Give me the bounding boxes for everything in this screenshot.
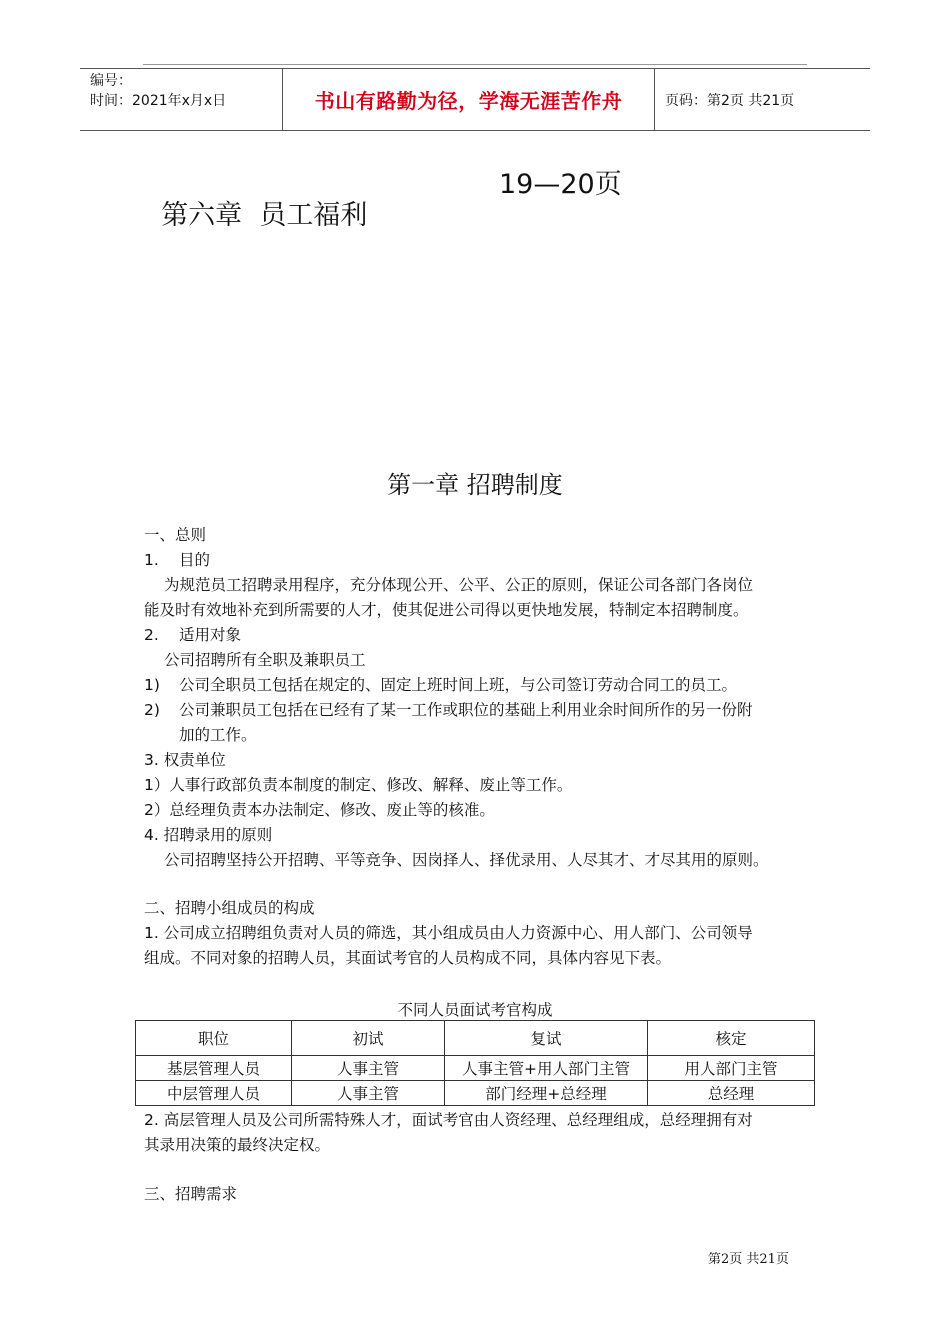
- table-row: [136, 1081, 815, 1106]
- item-number: 2): [144, 701, 160, 719]
- subsection-title: 适用对象: [179, 626, 242, 644]
- table-header-cell: 初试: [292, 1021, 445, 1056]
- section-recruit-team: [144, 896, 804, 971]
- table-cell: 部门经理+总经理: [445, 1081, 648, 1106]
- interviewer-table: [135, 1020, 815, 1106]
- section-heading: 二、招聘小组成员的构成: [144, 899, 315, 917]
- number-label: 编号：: [90, 73, 132, 89]
- toc-chapter6-title: 第六章 员工福利: [161, 200, 368, 231]
- subsection-heading: 3. 权责单位: [144, 751, 226, 769]
- table-cell: 人事主管: [292, 1081, 445, 1106]
- subsection-heading: 4. 招聘录用的原则: [144, 826, 273, 844]
- list-item-continuation: 加的工作。: [179, 726, 257, 744]
- table-header-cell: 核定: [648, 1021, 815, 1056]
- item-number: 1.: [144, 551, 159, 569]
- toc-entry-chapter6: [144, 162, 622, 263]
- subsection-purpose: [144, 548, 804, 573]
- table-row: [136, 1056, 815, 1081]
- table-cell: 人事主管+用人部门主管: [445, 1056, 648, 1081]
- item-number: 1): [144, 676, 160, 694]
- paragraph-line: 能及时有效地补充到所需要的人才，使其促进公司得以更快地发展，特制定本招聘制度。: [144, 601, 749, 619]
- list-item: [144, 673, 804, 698]
- subsection-scope: [144, 623, 804, 648]
- table-cell: 用人部门主管: [648, 1056, 815, 1081]
- list-item: 2）总经理负责本办法制定、修改、废止等的核准。: [144, 801, 495, 819]
- table-caption: 不同人员面试考官构成: [397, 1001, 553, 1019]
- paragraph-line: 为规范员工招聘录用程序，充分体现公开、公平、公正的原则，保证公司各部门各岗位: [164, 576, 754, 594]
- chapter-title: 第一章 招聘制度: [387, 471, 563, 499]
- table-cell: 总经理: [648, 1081, 815, 1106]
- paragraph-line: 其录用决策的最终决定权。: [144, 1136, 331, 1154]
- page-header: [80, 68, 870, 131]
- table-cell: 基层管理人员: [136, 1056, 292, 1081]
- table-cell: 中层管理人员: [136, 1081, 292, 1106]
- section-heading: 三、招聘需求: [144, 1185, 238, 1203]
- header-top-rule: [143, 64, 807, 65]
- list-item: 1）人事行政部负责本制度的制定、修改、解释、废止等工作。: [144, 776, 573, 794]
- toc-chapter6-pages: 19—20页: [499, 169, 622, 200]
- paragraph-line: 公司招聘坚持公开招聘、平等竞争、因岗择人、择优录用、人尽其才、才尽其用的原则。: [164, 851, 769, 869]
- header-meta: [80, 69, 282, 130]
- section-recruit-demand: [144, 1182, 804, 1207]
- list-item-text: 公司全职员工包括在规定的、固定上班时间上班，与公司签订劳动合同工的员工。: [179, 676, 738, 694]
- time-label: 时间：2021年x月x日: [90, 93, 227, 109]
- page-footer: 第2页 共21页: [708, 1252, 789, 1267]
- paragraph-line: 2. 高层管理人员及公司所需特殊人才，面试考官由人资经理、总经理组成，总经理拥有对: [144, 1111, 753, 1129]
- paragraph-line: 组成。不同对象的招聘人员，其面试考官的人员构成不同，具体内容见下表。: [144, 949, 672, 967]
- section-senior-interview: [144, 1108, 804, 1158]
- table-header-cell: 复试: [445, 1021, 648, 1056]
- header-page-label: 页码：第2页 共21页: [665, 92, 795, 109]
- table-header-cell: 职位: [136, 1021, 292, 1056]
- table-cell: 人事主管: [292, 1056, 445, 1081]
- list-item-text: 公司兼职员工包括在已经有了某一工作或职位的基础上利用业余时间所作的另一份附: [179, 701, 753, 719]
- paragraph-line: 1. 公司成立招聘组负责对人员的筛选，其小组成员由人力资源中心、用人部门、公司领导: [144, 924, 753, 942]
- section-general: [144, 523, 804, 873]
- table-header-row: [136, 1021, 815, 1056]
- paragraph-line: 公司招聘所有全职及兼职员工: [164, 651, 366, 669]
- subsection-title: 目的: [179, 551, 211, 569]
- header-motto: 书山有路勤为径，学海无涯苦作舟: [282, 69, 655, 130]
- item-number: 2.: [144, 626, 159, 644]
- list-item: [144, 698, 804, 723]
- section-heading: 一、总则: [144, 526, 207, 544]
